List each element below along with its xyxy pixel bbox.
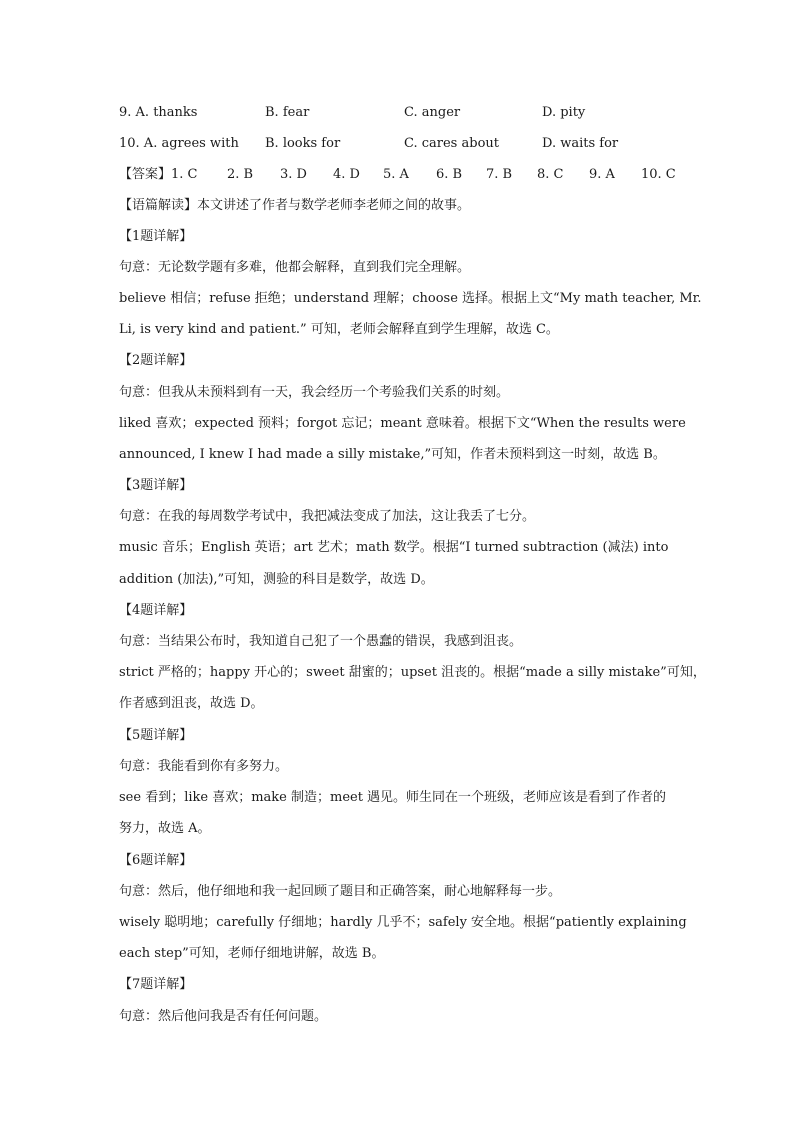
sentence-meaning: 句意：我能看到你有多努力。 [119, 759, 289, 774]
option-a: 9. A. thanks [119, 105, 198, 120]
answer-item: 8. C [537, 167, 564, 182]
answer-item: 6. B [436, 167, 463, 182]
sentence-meaning: 句意：无论数学题有多难，他都会解释，直到我们完全理解。 [119, 260, 471, 275]
option-d: D. waits for [542, 136, 619, 151]
passage-summary: 【语篇解读】本文讲述了作者与数学老师李老师之间的故事。 [119, 198, 471, 213]
answer-label: 【答案】1. C [119, 167, 198, 182]
explanation-text: strict 严格的；happy 开心的；sweet 甜蜜的；upset 沮丧的。根据“made a silly mistake”可知， [119, 665, 706, 680]
answer-item: 10. C [641, 167, 676, 182]
sentence-meaning: 句意：然后，他仔细地和我一起回顾了题目和正确答案，耐心地解释每一步。 [119, 884, 562, 899]
answer-item: 2. B [227, 167, 254, 182]
answer-item: 9. A [589, 167, 615, 182]
answer-item: 3. D [280, 167, 307, 182]
option-b: B. looks for [265, 136, 341, 151]
explanation-text: addition (加法),”可知，测验的科目是数学，故选 D。 [119, 572, 434, 587]
explanation-heading: 【4题详解】 [119, 603, 193, 618]
option-c: C. anger [404, 105, 461, 120]
answer-item: 7. B [486, 167, 513, 182]
option-b: B. fear [265, 105, 310, 120]
explanation-text: 努力，故选 A。 [119, 821, 211, 836]
explanation-text: Li, is very kind and patient.” 可知，老师会解释直到学生理解，故选 C。 [119, 322, 559, 337]
explanation-heading: 【5题详解】 [119, 728, 193, 743]
explanation-text: believe 相信；refuse 拒绝；understand 理解；choose 选择。根据上文“My math teacher, Mr. [119, 291, 702, 306]
sentence-meaning: 句意：当结果公布时，我知道自己犯了一个愚蠢的错误，我感到沮丧。 [119, 634, 523, 649]
explanation-text: music 音乐；English 英语；art 艺术；math 数学。根据“I turned subtraction (减法) into [119, 540, 669, 555]
option-d: D. pity [542, 105, 586, 120]
explanation-heading: 【2题详解】 [119, 353, 193, 368]
sentence-meaning: 句意：在我的每周数学考试中，我把减法变成了加法，这让我丢了七分。 [119, 509, 536, 524]
explanation-text: wisely 聪明地；carefully 仔细地；hardly 几乎不；safely 安全地。根据“patiently explaining [119, 915, 687, 930]
explanation-text: each step”可知，老师仔细地讲解，故选 B。 [119, 946, 385, 961]
answer-item: 5. A [383, 167, 409, 182]
option-a: 10. A. agrees with [119, 136, 239, 151]
sentence-meaning: 句意：然后他问我是否有任何问题。 [119, 1009, 328, 1024]
answer-item: 4. D [333, 167, 360, 182]
explanation-text: see 看到；like 喜欢；make 制造；meet 遇见。师生同在一个班级，老师应该是看到了作者的 [119, 790, 667, 805]
explanation-heading: 【3题详解】 [119, 478, 193, 493]
explanation-text: announced, I knew I had made a silly mistake,”可知，作者未预料到这一时刻，故选 B。 [119, 447, 666, 462]
explanation-text: liked 喜欢；expected 预料；forgot 忘记；meant 意味着。根据下文“When the results were [119, 416, 686, 431]
explanation-heading: 【7题详解】 [119, 977, 193, 992]
sentence-meaning: 句意：但我从未预料到有一天，我会经历一个考验我们关系的时刻。 [119, 385, 510, 400]
option-c: C. cares about [404, 136, 499, 151]
explanation-heading: 【6题详解】 [119, 853, 193, 868]
explanation-text: 作者感到沮丧，故选 D。 [119, 696, 264, 711]
explanation-heading: 【1题详解】 [119, 229, 193, 244]
